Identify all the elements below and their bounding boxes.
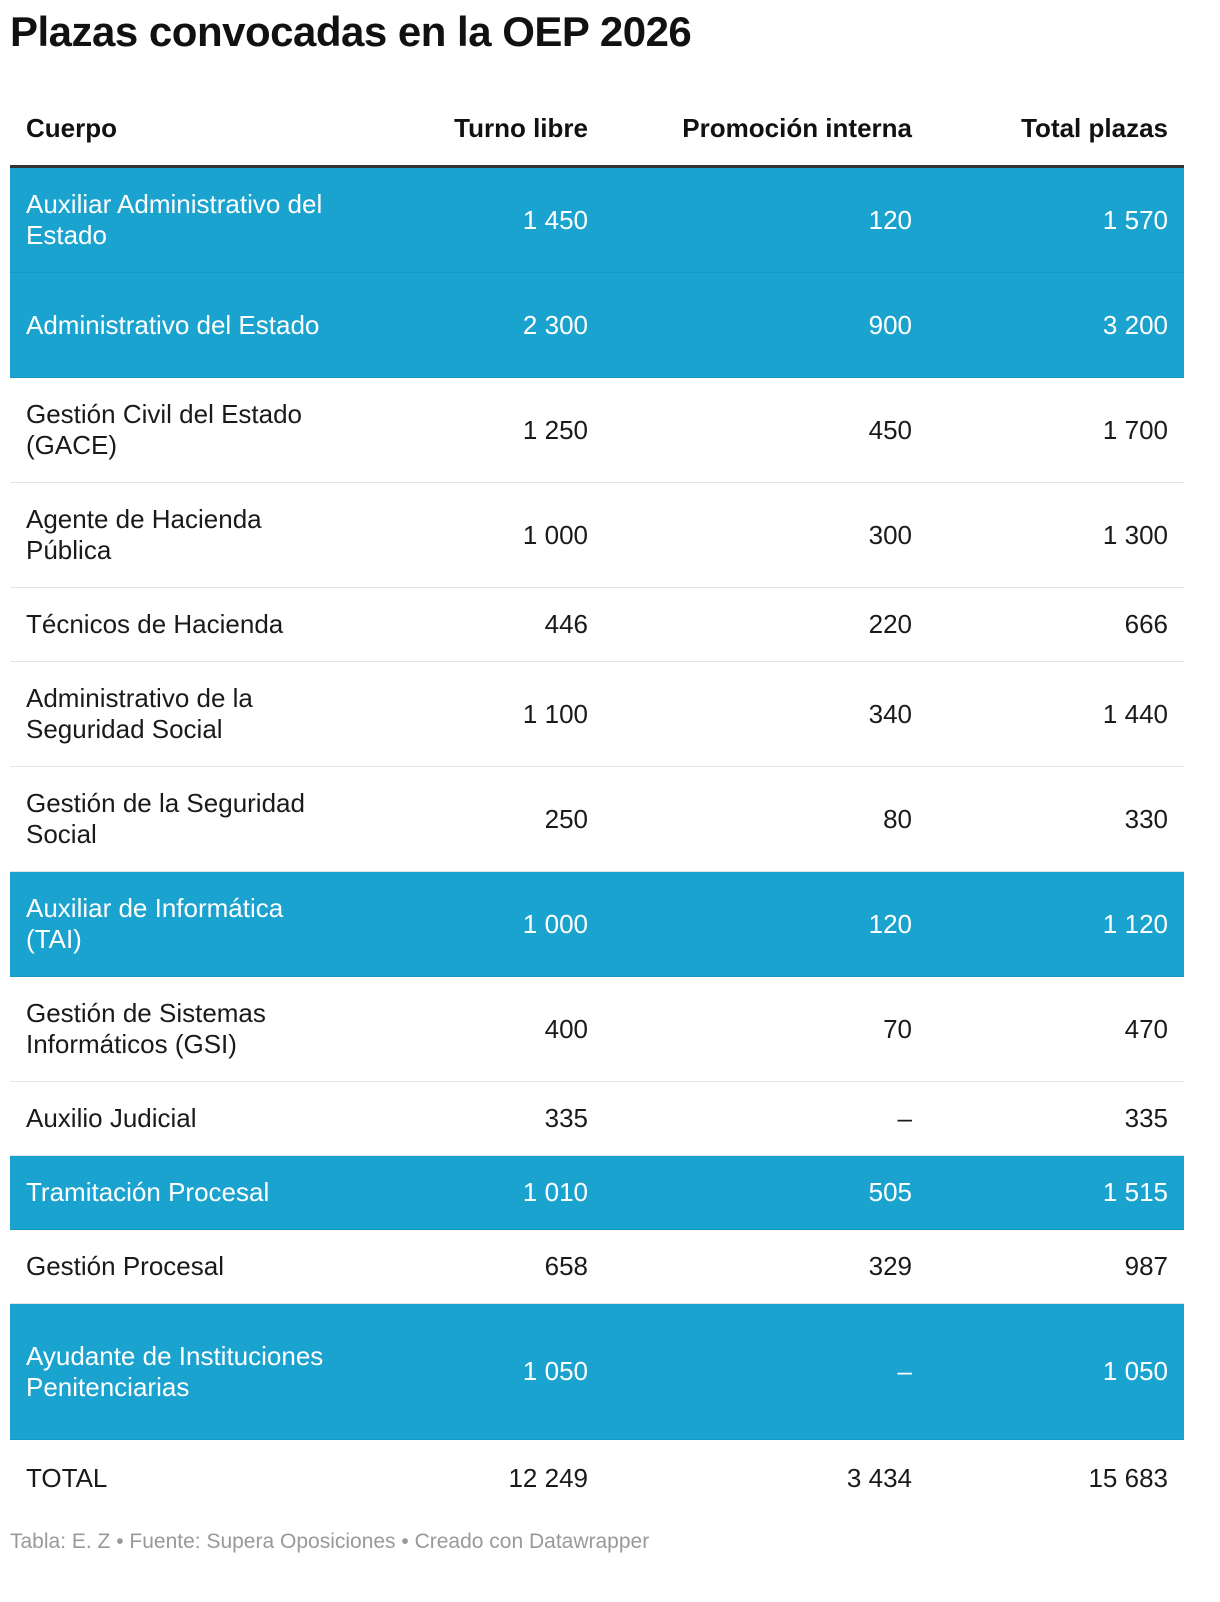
cell-promocion-interna: 220: [868, 609, 912, 639]
cell-turno-libre: 1 100: [522, 698, 588, 729]
cell-cuerpo: Auxiliar de Informática (TAI): [26, 893, 284, 954]
table-row: [10, 977, 1184, 1082]
cell-total: 335: [1124, 1103, 1168, 1133]
cell-total: 1 050: [1102, 1356, 1168, 1386]
cell-promocion-interna: 120: [868, 908, 912, 939]
table-row: [10, 1082, 1184, 1156]
cell-total: 1 300: [1102, 519, 1168, 550]
cell-turno-libre: 12 249: [508, 1462, 588, 1493]
cell-total: 1 515: [1102, 1177, 1168, 1207]
cell-turno-libre: 250: [544, 803, 588, 834]
table-row: [10, 588, 1184, 662]
column-header-turno-libre[interactable]: Turno libre: [454, 113, 588, 143]
cell-turno-libre: 2 300: [522, 309, 588, 340]
cell-cuerpo: Administrativo del Estado: [26, 309, 320, 340]
cell-total: 1 440: [1102, 698, 1168, 729]
cell-total: 15 683: [1088, 1462, 1168, 1493]
cell-turno-libre: 446: [544, 609, 588, 639]
cell-cuerpo: Administrativo de la Seguridad Social: [26, 683, 253, 744]
cell-turno-libre: 1 050: [522, 1356, 588, 1386]
cell-turno-libre: 1 000: [522, 908, 588, 939]
table-row: [10, 662, 1184, 767]
cell-promocion-interna: 120: [868, 204, 912, 235]
cell-turno-libre: 1 000: [522, 519, 588, 550]
cell-promocion-interna: 450: [868, 414, 912, 445]
cell-turno-libre: 658: [544, 1251, 588, 1281]
table-row: [10, 483, 1184, 588]
cell-promocion-interna: 900: [868, 309, 912, 340]
cell-cuerpo: Agente de Hacienda Pública: [26, 504, 262, 565]
table-row: [10, 168, 1184, 273]
cell-total: 330: [1124, 803, 1168, 834]
cell-turno-libre: 400: [544, 1013, 588, 1044]
cell-turno-libre: 1 450: [522, 204, 588, 235]
cell-promocion-interna: 80: [883, 803, 912, 834]
cell-promocion-interna: 70: [883, 1013, 912, 1044]
column-header-total-plazas[interactable]: Total plazas: [1021, 113, 1168, 143]
source-footer: Tabla: E. Z • Fuente: Supera Oposiciones • Creado con Datawrapper: [10, 1530, 650, 1553]
cell-cuerpo: Ayudante de Instituciones Penitenciarias: [26, 1340, 324, 1402]
column-header-promocion-interna[interactable]: Promoción interna: [682, 113, 912, 143]
cell-cuerpo: Gestión de Sistemas Informáticos (GSI): [26, 998, 266, 1059]
cell-promocion-interna: –: [897, 1103, 912, 1133]
cell-total: 666: [1124, 609, 1168, 639]
cell-total: 1 700: [1102, 414, 1168, 445]
page-title: Plazas convocadas en la OEP 2026: [10, 8, 692, 55]
cell-cuerpo: Auxilio Judicial: [26, 1103, 197, 1133]
cell-cuerpo: Técnicos de Hacienda: [26, 609, 284, 639]
cell-promocion-interna: 300: [868, 519, 912, 550]
data-table: [10, 92, 1184, 1516]
cell-total: 987: [1124, 1251, 1168, 1281]
cell-cuerpo: TOTAL: [26, 1462, 108, 1493]
cell-promocion-interna: 340: [868, 698, 912, 729]
table-row: [10, 1156, 1184, 1230]
cell-cuerpo: Auxiliar Administrativo del Estado: [26, 189, 323, 250]
cell-total: 1 120: [1102, 908, 1168, 939]
cell-total: 1 570: [1102, 204, 1168, 235]
cell-promocion-interna: 3 434: [846, 1462, 912, 1493]
table-header: [10, 92, 1184, 168]
cell-turno-libre: 1 250: [522, 414, 588, 445]
cell-cuerpo: Gestión Civil del Estado (GACE): [26, 399, 303, 460]
table-row: [10, 1230, 1184, 1304]
table-row-total: [10, 1440, 1184, 1516]
table-row: [10, 273, 1184, 378]
cell-turno-libre: 1 010: [522, 1177, 588, 1207]
cell-promocion-interna: 505: [868, 1177, 912, 1207]
cell-promocion-interna: 329: [868, 1251, 912, 1281]
table-row: [10, 1304, 1184, 1440]
cell-cuerpo: Gestión de la Seguridad Social: [26, 788, 305, 849]
table-row: [10, 872, 1184, 977]
table-row: [10, 378, 1184, 483]
table-row: [10, 767, 1184, 872]
cell-promocion-interna: –: [897, 1356, 912, 1386]
cell-cuerpo: Gestión Procesal: [26, 1251, 224, 1281]
cell-total: 3 200: [1102, 309, 1168, 340]
cell-total: 470: [1124, 1013, 1168, 1044]
cell-turno-libre: 335: [544, 1103, 588, 1133]
cell-cuerpo: Tramitación Procesal: [26, 1177, 270, 1207]
column-header-cuerpo[interactable]: Cuerpo: [26, 113, 117, 143]
